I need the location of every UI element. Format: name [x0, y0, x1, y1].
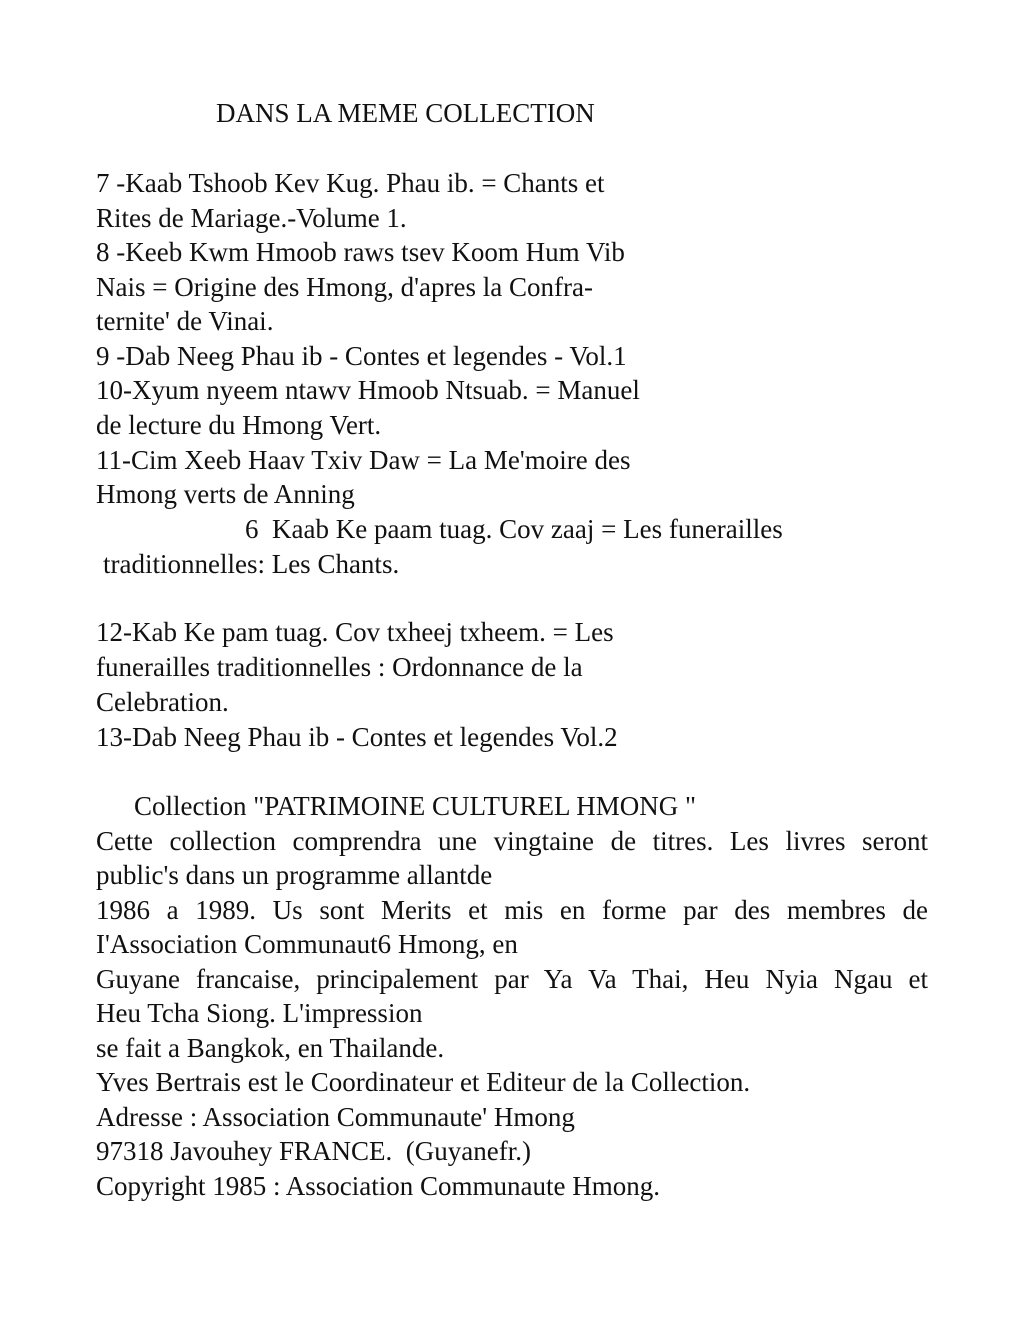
- list-item: 13-Dab Neeg Phau ib - Contes et legendes Vol.2: [96, 722, 618, 752]
- collection-text-line: Guyane francaise, principalement par Ya Va Thai, Heu Nyia Ngau et: [96, 964, 928, 994]
- list-item: traditionnelles: Les Chants.: [103, 549, 400, 579]
- collection-heading: Collection "PATRIMOINE CULTUREL HMONG ": [134, 791, 697, 821]
- list-item: Celebration.: [96, 687, 229, 717]
- list-item: funerailles traditionnelles : Ordonnance de la: [96, 652, 583, 682]
- list-item: 12-Kab Ke pam tuag. Cov txheej txheem. = Les: [96, 617, 614, 647]
- list-item: 8 -Keeb Kwm Hmoob raws tsev Koom Hum Vib: [96, 237, 625, 267]
- collection-text-line: Heu Tcha Siong. L'impression: [96, 998, 423, 1028]
- address-line: 97318 Javouhey FRANCE. (Guyanefr.): [96, 1136, 531, 1166]
- collection-text-line: 1986 a 1989. Us sont Merits et mis en forme par des membres de: [96, 895, 928, 925]
- collection-text-line: Cette collection comprendra une vingtaine de titres. Les livres seront: [96, 826, 928, 856]
- copyright-line: Copyright 1985 : Association Communaute Hmong.: [96, 1171, 660, 1201]
- collection-text-line: se fait a Bangkok, en Thailande.: [96, 1033, 445, 1063]
- list-item: 6 Kaab Ke paam tuag. Cov zaaj = Les funerailles: [245, 514, 783, 544]
- list-item: Hmong verts de Anning: [96, 479, 355, 509]
- list-item: 10-Xyum nyeem ntawv Hmoob Ntsuab. = Manuel: [96, 375, 640, 405]
- page-title: DANS LA MEME COLLECTION: [216, 98, 595, 128]
- list-item: ternite' de Vinai.: [96, 306, 274, 336]
- list-item: Rites de Mariage.-Volume 1.: [96, 203, 407, 233]
- list-item: 9 -Dab Neeg Phau ib - Contes et legendes - Vol.1: [96, 341, 627, 371]
- collection-text-line: public's dans un programme allantde: [96, 860, 493, 890]
- list-item: de lecture du Hmong Vert.: [96, 410, 382, 440]
- list-item: Nais = Origine des Hmong, d'apres la Confra-: [96, 272, 593, 302]
- collection-text-line: I'Association Communaut6 Hmong, en: [96, 929, 518, 959]
- address-line: Adresse : Association Communaute' Hmong: [96, 1102, 575, 1132]
- list-item: 7 -Kaab Tshoob Kev Kug. Phau ib. = Chants et: [96, 168, 605, 198]
- collection-text-line: Yves Bertrais est le Coordinateur et Editeur de la Collection.: [96, 1067, 751, 1097]
- list-item: 11-Cim Xeeb Haav Txiv Daw = La Me'moire des: [96, 445, 631, 475]
